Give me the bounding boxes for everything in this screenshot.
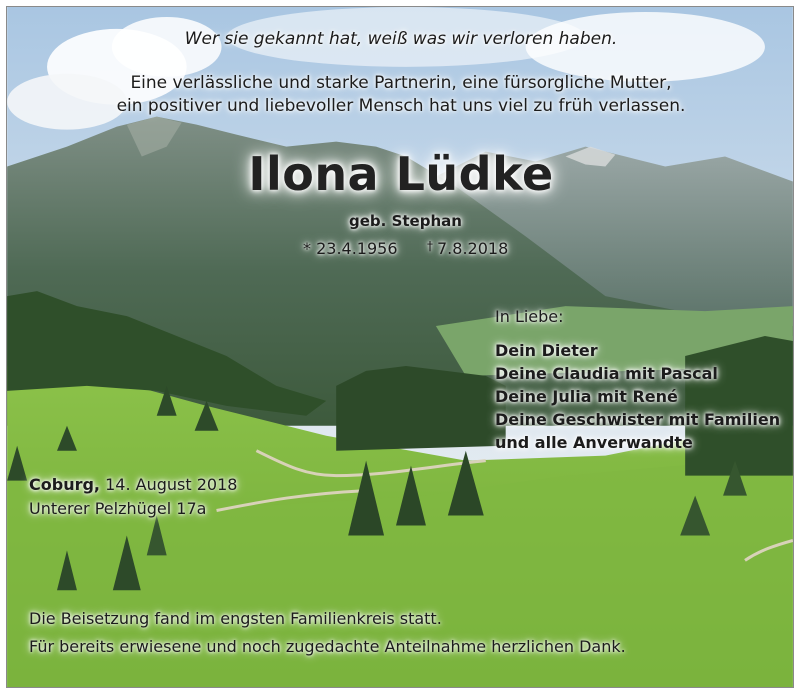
obituary-card — [6, 6, 794, 688]
mourner-4: Deine Geschwister mit Familien — [495, 410, 781, 429]
mourner-2: Deine Claudia mit Pascal — [495, 364, 718, 383]
death-symbol: † — [427, 239, 433, 253]
birth-symbol: * — [303, 239, 311, 258]
place-address: Unterer Pelzhügel 17a — [29, 499, 207, 518]
place-date-line — [29, 475, 237, 494]
place-city: Coburg, — [29, 475, 100, 494]
intro-line-2: ein positiver und liebevoller Mensch hat uns viel zu früh verlassen. — [116, 96, 686, 116]
birth-date-line — [303, 239, 398, 258]
birth-date: 23.4.1956 — [316, 239, 398, 258]
deceased-name: Ilona Lüdke — [248, 147, 554, 201]
footer-line-2: Für bereits erwiesene und noch zugedachte Anteilnahme herzlichen Dank. — [29, 637, 626, 656]
footer-line-1: Die Beisetzung fand im engsten Familienkreis statt. — [29, 609, 442, 628]
intro-line-1: Eine verlässliche und starke Partnerin, eine fürsorgliche Mutter, — [130, 73, 672, 93]
death-date-line — [427, 239, 508, 258]
mourner-3: Deine Julia mit René — [495, 387, 678, 406]
mourners-heading: In Liebe: — [495, 307, 564, 326]
death-date: 7.8.2018 — [437, 239, 509, 258]
place-date: 14. August 2018 — [105, 475, 238, 494]
memorial-quote: Wer sie gekannt hat, weiß was wir verloren haben. — [184, 29, 618, 49]
mourner-1: Dein Dieter — [495, 341, 598, 360]
birth-name: geb. Stephan — [349, 212, 462, 230]
mourner-5: und alle Anverwandte — [495, 433, 693, 452]
